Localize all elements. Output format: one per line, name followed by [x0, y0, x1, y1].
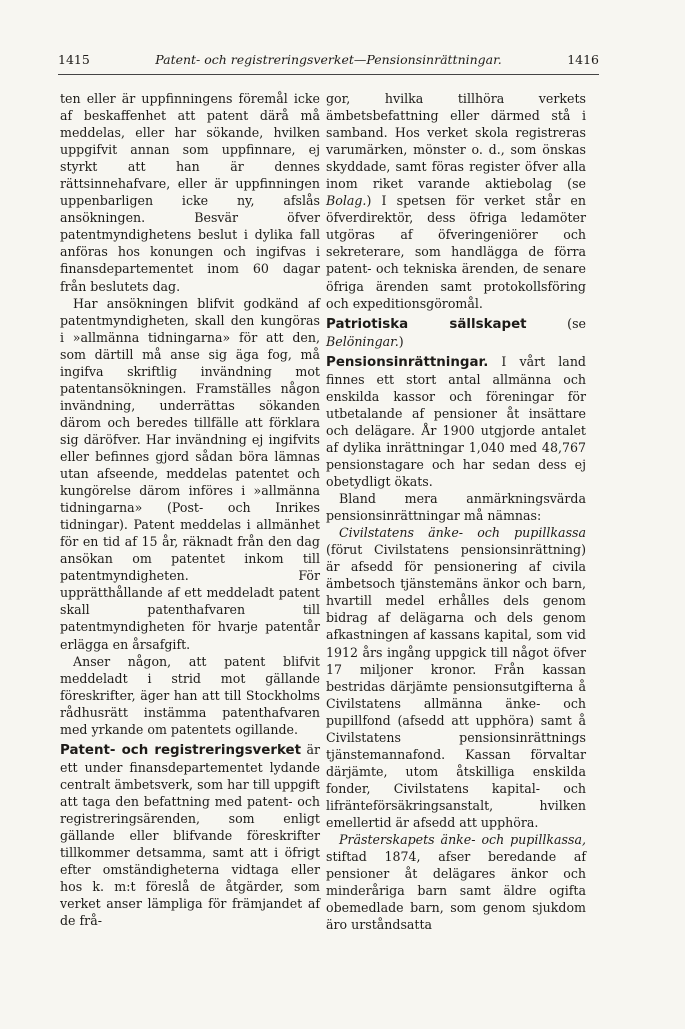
subsection-title: Prästerskapets änke- och pupillkassa,: [339, 832, 586, 848]
right-column: [326, 90, 586, 933]
section-heading: Pensionsinrättningar.: [326, 354, 489, 370]
page-number-left: 1415: [58, 52, 90, 67]
paragraph: gor, hvilka tillhöra verkets ämbetsbefattning eller därmed stå i samband. Hos verket skola registreras varumärken, mönster o. d., som önskas skyddade, samt föras register öfver alla inom riket varande aktiebolag (se Bolag.) I spetsen för verket står en öfverdirektör, dess öfriga ledamöter utgöras af öfveringeniörer och sekreterare, som handlägga de förra patent- och tekniska ärenden, de senare öfriga ärenden samt protokollsföring och expeditionsgöromål.: [326, 91, 586, 311]
page-number-right: 1416: [567, 52, 599, 67]
paragraph: Prästerskapets änke- och pupillkassa, stiftad 1874, afser beredande af pensioner åt delägares änkor och minderåriga barn samt äldre ogifta obemedlade barn, som genom sjukdom äro urståndsatta: [326, 832, 586, 933]
running-title: Patent- och registreringsverket—Pensionsinrättningar.: [155, 52, 502, 67]
paragraph: ten eller är uppfinningens föremål icke af beskaffenhet att patent därå må meddelas, eller har sökande, hvilken uppgifvit annan som uppfinnare, ej styrkt att han är dennes rättsinnehafvare, eller är uppfinningen uppenbarligen icke ny, afslås ansökningen. Besvär öfver patentmyndighetens beslut i dylika fall anföras hos konungen och ingifvas i finansdepartementet inom 60 dagar från beslutets dag.: [60, 91, 320, 294]
paragraph: Patent- och registreringsverket är ett under finansdepartementet lydande centralt ämbetsverk, som har till uppgift att taga den befattning med patent- och registreringsärenden, som enligt gällande eller blifvande föreskrifter tillkommer detsamma, samt att i öfrigt efter omständigheterna vidtaga eller hos k. m:t föreslå de åtgärder, som verket anser lämpliga för främjandet af de frå-: [60, 741, 320, 929]
section-heading: Patent- och registreringsverket: [60, 742, 301, 758]
section-heading: Patriotiska sällskapet: [326, 316, 527, 332]
paragraph: Pensionsinrättningar. I vårt land finnes ett stort antal allmänna och enskilda kassor och föreningar för utbetalande af pensioner åt insättare och delägare. År 1900 utgjorde antalet af dylika inrättningar 1,040 med 48,767 pensionstagare och har sedan dess ej obetydligt ökats.: [326, 353, 586, 490]
left-column: [60, 90, 320, 929]
paragraph: Anser någon, att patent blifvit meddeladt i strid mot gällande föreskrifter, äger han att till Stockholms rådhusrätt instämma patenthafvaren med yrkande om patentets ogillande.: [60, 653, 320, 737]
paragraph: Har ansökningen blifvit godkänd af patentmyndigheten, skall den kungöras i »allmänna tidningarna» för att den, som därtill må anse sig äga fog, må ingifva skriftlig invändning mot patentansökningen. Framställes någon invändning, underrättas sökanden därom och beredes tillfälle att förklara sig däröfver. Har invändning ej ingifvits eller befinnes gjord sådan böra lämnas utan afseende, meddelas patentet och kungörelse därom införes i »allmänna tidningarna» (Post- och Inrikes tidningar). Patent meddelas i allmänhet för en tid af 15 år, räknadt från den dag ansökan om patentet inkom till patentmyndigheten. För upprätthållande af ett meddeladt patent skall patenthafvaren till patentmyndigheten för hvarje patentår erlägga en årsafgift.: [60, 295, 320, 652]
paragraph: Patriotiska sällskapet (se Belöningar.): [326, 315, 586, 349]
paragraph: Civilstatens änke- och pupillkassa (förut Civilstatens pensionsinrättning) är afsedd för pensionering af civila ämbetsoch tjänstemäns änkor och barn, hvartill medel erhålles dels genom bidrag af delägarna och dels genom afkastningen af kassans kapital, som vid 1912 års ingång uppgick till något öfver 17 miljoner kronor. Från kassan bestridas därjämte pensionsutgifterna å Civilstatens allmänna änke- och pupillfond (afsedd att upphöra) samt å Civilstatens pensionsinrättnings tjänstemannafond. Kassan förvaltar därjämte, utom åtskilliga enskilda fonder, Civilstatens kapital- och lifränteförsäkringsanstalt, hvilken emellertid är afsedd att upphöra.: [326, 525, 586, 830]
subsection-title: Civilstatens änke- och pupillkassa: [339, 525, 586, 541]
page-header: [58, 52, 599, 68]
paragraph: Bland mera anmärkningsvärda pensionsinrättningar må nämnas:: [326, 491, 586, 524]
header-rule: [58, 74, 599, 75]
